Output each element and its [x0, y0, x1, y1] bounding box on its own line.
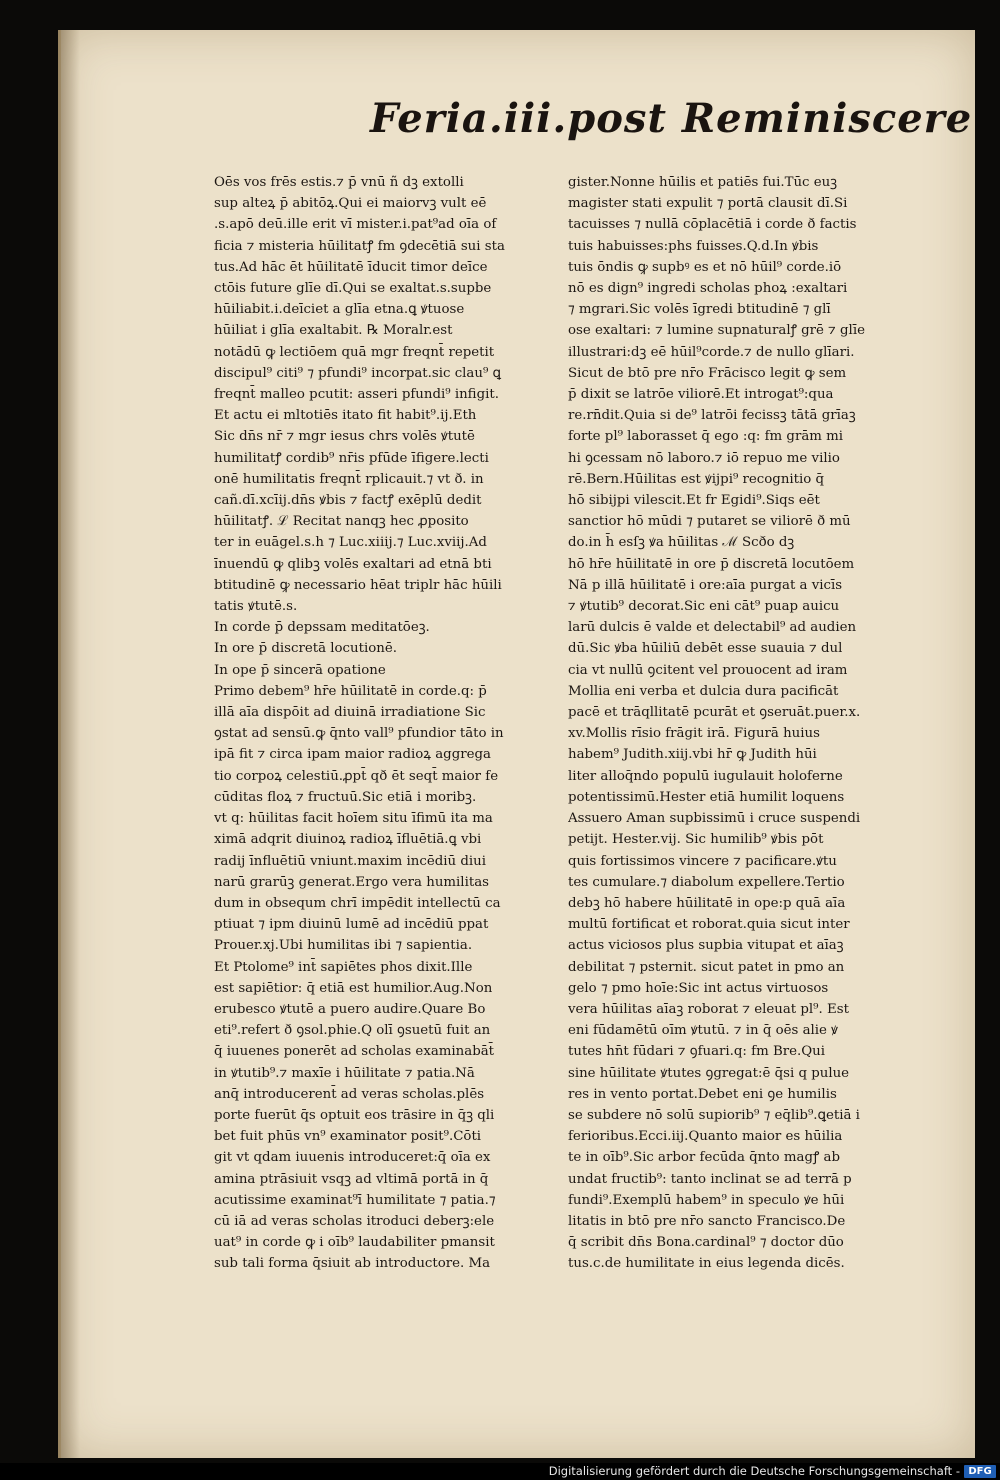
text-line: onē humilitatis freqnt̄ rplicauit.⁊ vt ð. in	[214, 471, 484, 487]
text-line: litatis in btō pre nr̄o sancto Francisco.De	[568, 1213, 846, 1229]
text-line: fundi⁹.Exemplū habem⁹ in speculo ꝟe hūi	[568, 1192, 845, 1208]
text-line: tatis ꝟtutē.s.	[214, 599, 298, 615]
text-line: magister stati expulit ⁊ portā clausit dī.Si	[568, 196, 848, 212]
text-line: Et Ptolome⁹ int̄ sapiētes phos dixit.Ille	[214, 959, 473, 975]
text-line: larū dulcis ē valde et delectabil⁹ ad audien	[568, 620, 857, 636]
text-line: p̄ dixit se latrōe viliorē.Et introgat⁹:qua	[568, 387, 834, 403]
text-line: ficia ⁊ misteria hūilitatꝭ fm ꝯdecētiā sui sta	[214, 238, 505, 254]
text-line: btitudinē ꝙ necessario hēat triplr hāc hūili	[214, 577, 502, 593]
text-line: undat fructib⁹: tanto inclinat se ad terrā p	[568, 1171, 852, 1187]
text-line: xv.Mollis rīsio frāgit irā. Figurā huius	[568, 726, 820, 742]
text-line: In ope p̄ sincerā opatione	[214, 662, 386, 678]
text-line: rē.Bern.Hūilitas est ꝟijpi⁹ recognitio q̄	[568, 471, 825, 487]
text-line: habem⁹ Judith.xiij.vbi hr̄ ꝙ Judith hūi	[568, 747, 817, 763]
text-line: humilitatꝭ cordib⁹ nr̄is pfūde īfigere.lecti	[214, 450, 489, 466]
text-line: dum in obsequm chrī impēdit intellectū ca	[214, 895, 501, 911]
text-line: vt q: hūilitas facit hoīem situ īfimū ita ma	[214, 811, 493, 827]
text-line: cia vt nullū ꝯcitent vel prouocent ad iram	[568, 662, 848, 678]
text-line: ctōis future glīe dī.Qui se exaltat.s.supbe	[214, 281, 492, 297]
text-line: vera hūilitas aīaꝫ roborat ⁊ eleuat pl⁹. Est	[568, 1001, 849, 1017]
text-line: Oēs vos frēs estis.⁊ p̄ vnū ñ dꝫ extolli	[214, 175, 464, 190]
text-line: Mollia eni verba et dulcia dura pacificāt	[568, 683, 839, 699]
text-line: ose exaltari: ⁊ lumine supnaturalꝭ grē ⁊ glīe	[568, 323, 865, 339]
text-line: sup alteꝝ p̄ abitōꝝ.Qui ei maiorvꝫ vult eē	[214, 196, 487, 212]
text-line: hūilitatꝭ. ℒ Recitat nanqꝫ hec ꝓposito	[214, 514, 469, 530]
text-line: ꝯstat ad sensū.ꝙ q̄nto vall⁹ pfundior tāto in	[214, 726, 504, 742]
text-line: bet fuit phūs vn⁹ examinator posit⁹.Cōti	[214, 1129, 482, 1145]
text-line: īnuendū ꝙ qlibꝫ volēs exaltari ad etnā bti	[214, 556, 492, 572]
text-line: porte fuerūt q̄s optuit eos trāsire in q̄ꝫ qli	[214, 1107, 495, 1123]
text-line: re.rn̄dit.Quia si de⁹ latrōi fecissꝫ tātā grīaꝫ	[568, 408, 856, 424]
text-line: radij īnfluētiū vniunt.maxim incēdiū diui	[214, 853, 486, 869]
text-line: hō sibijpi vilescit.Et fr Egidi⁹.Siqs eēt	[568, 493, 820, 509]
text-line: Prouer.xj.Ubi humilitas ibi ⁊ sapientia.	[214, 938, 473, 954]
text-line: ferioribus.Ecci.iij.Quanto maior es hūilia	[568, 1129, 843, 1145]
text-line: sine hūilitate ꝟtutes ꝯgregat:ē q̄si q pulue	[568, 1065, 850, 1081]
text-line: gister.Nonne hūilis et patiēs fui.Tūc euꝫ	[568, 175, 838, 190]
text-line: uat⁹ in corde ꝙ i oīb⁹ laudabiliter pmansit	[214, 1235, 495, 1251]
text-line: hūiliat i glīa exaltabit. ℞ Moralr.est	[214, 323, 453, 339]
text-line: nō es dign⁹ ingredi scholas phoꝝ :exaltari	[568, 281, 848, 297]
text-line: notādū ꝙ lectiōem quā mgr freqnt̄ repetit	[214, 344, 495, 360]
text-line: q̄ scribit dn̄s Bona.cardinal⁹ ⁊ doctor dūo	[568, 1235, 844, 1251]
text-line: multū fortificat et roborat.quia sicut inter	[568, 917, 850, 933]
text-line: eti⁹.refert ð ꝯsol.phie.Q olī ꝯsuetū fuit an	[214, 1023, 491, 1039]
text-line: gelo ⁊ pmo hoīe:Sic int actus virtuosos	[568, 980, 829, 996]
text-line: hi ꝯcessam nō laboro.⁊ iō repuo me vilio	[568, 450, 840, 466]
text-line: In corde p̄ depssam meditatōeꝫ.	[214, 620, 430, 636]
text-line: freqnt̄ malleo pcutit: asseri pfundi⁹ infigit.	[214, 387, 499, 403]
text-line: Sic dn̄s nr̄ ⁊ mgr iesus chrs volēs ꝟtutē	[214, 429, 475, 445]
text-line: ter in euāgel.s.h ⁊ Luc.xiiij.⁊ Luc.xviij.Ad	[214, 535, 487, 551]
text-line: in ꝟtutib⁹.⁊ maxīe i hūilitate ⁊ patia.Nā	[214, 1065, 475, 1081]
text-line: tes cumulare.⁊ diabolum expellere.Tertio	[568, 874, 845, 890]
text-line: sub tali forma q̄siuit ab introductore. Ma	[214, 1256, 491, 1272]
text-line: ptiuat ⁊ ipm diuinū lumē ad incēdiū ppat	[214, 917, 489, 933]
text-line: sanctior hō mūdi ⁊ putaret se viliorē ð mū	[568, 514, 851, 530]
text-line: Assuero Aman supbissimū i cruce suspendi	[568, 811, 861, 827]
text-line: tutes hn̄t fūdari ⁊ ꝯfuari.q: fm Bre.Qui	[568, 1044, 826, 1060]
text-line: tus.c.de humilitate in eius legenda dicēs.	[568, 1256, 845, 1272]
text-line: petijt. Hester.vij. Sic humilib⁹ ꝟbis pōt	[568, 832, 824, 848]
text-line: res in vento portat.Debet eni ꝯe humilis	[568, 1086, 837, 1102]
text-line: liter alloq̄ndo populū iugulauit holoferne	[568, 768, 843, 784]
text-line: narū grarūꝫ generat.Ergo vera humilitas	[214, 874, 489, 890]
text-line: do.in h̄ esſꝫ ꝟa hūilitas ℳ Scðo dꝫ	[568, 535, 795, 551]
text-line: tuis ōndis ꝙ supbꝰ es et nō hūil⁹ corde.iō	[568, 259, 842, 275]
text-line: cūditas floꝝ ⁊ fructuū.Sic etiā i moribꝫ.	[214, 789, 477, 805]
text-line: In ore p̄ discretā locutionē.	[214, 641, 397, 657]
right-text-column	[568, 172, 918, 1275]
text-line: te in oīb⁹.Sic arbor fecūda q̄nto magꝭ ab	[568, 1150, 841, 1166]
text-line: Nā p illā hūilitatē i ore:aīa purgat a vicīs	[568, 577, 843, 593]
text-line: illustrari:dꝫ eē hūil⁹corde.⁊ de nullo glīari.	[568, 344, 855, 360]
text-line: forte pl⁹ laborasset q̄ ego :q: fm grām mi	[568, 429, 844, 445]
page-gutter-shadow	[58, 30, 80, 1458]
text-line: ximā adqrit diuinoꝝ radioꝝ īfluētiā.ꝗ vbi	[214, 832, 482, 848]
text-line: pacē et trāqllitatē pcurāt et ꝯseruāt.puer.x.	[568, 705, 861, 721]
text-line: eni fūdamētū oīm ꝟtutū. ⁊ in q̄ oēs alie ꝟ	[568, 1023, 838, 1039]
text-line: quis fortissimos vincere ⁊ pacificare.ꝟtu	[568, 853, 837, 869]
text-line: tio corpoꝝ celestiū.ꝓpt̄ qð ēt seqt̄ maior fe	[214, 768, 499, 784]
text-line: tuis habuisses:phs fuisses.Q.d.In ꝟbis	[568, 238, 819, 254]
text-line: hūiliabit.i.deīciet a glīa etna.ꝗ ꝟtuose	[214, 302, 465, 318]
text-line: acutissime examinat⁹ī humilitate ⁊ patia.⁊	[214, 1192, 496, 1208]
text-line: tacuisses ⁊ nullā cōplacētiā i corde ð factis	[568, 217, 857, 233]
running-head: Feria.iii.post Reminiscere	[370, 95, 973, 142]
text-line: Sicut de btō pre nr̄o Frācisco legit ꝙ sem	[568, 365, 847, 381]
left-text-column	[214, 172, 564, 1275]
text-line: cū iā ad veras scholas itroduci deberꝫ:ele	[214, 1213, 495, 1229]
funding-notice: Digitalisierung gefördert durch die Deutsche Forschungsgemeinschaft -	[548, 1464, 960, 1478]
text-line: .s.apō deū.ille erit vī mister.i.pat⁹ad oīa of	[214, 217, 497, 233]
text-line: Primo debem⁹ hr̄e hūilitatē in corde.q: p̄	[214, 683, 487, 699]
text-line: debꝫ hō habere hūilitatē in ope:p quā aīa	[568, 895, 846, 911]
text-line: illā aīa dispōit ad diuinā irradiatione Sic	[214, 705, 486, 721]
text-line: amina ptrāsiuit vsqꝫ ad vltimā portā in q̄	[214, 1171, 489, 1187]
text-line: potentissimū.Hester etiā humilit loquens	[568, 789, 845, 805]
text-line: git vt qdam iuuenis introduceret:q̄ oīa ex	[214, 1150, 491, 1166]
text-line: tus.Ad hāc ēt hūilitatē īducit timor deīce	[214, 259, 488, 275]
text-line: dū.Sic ꝟba hūiliū debēt esse suauia ⁊ dul	[568, 641, 843, 657]
text-line: anq̄ introducerent̄ ad veras scholas.plēs	[214, 1086, 485, 1102]
text-line: ⁊ mgrari.Sic volēs īgredi btitudinē ⁊ glī	[568, 302, 831, 318]
text-line: cañ.dī.xcīij.dn̄s ꝟbis ⁊ factꝭ exēplū dedit	[214, 493, 482, 509]
text-line: hō hr̄e hūilitatē in ore p̄ discretā locutōem	[568, 556, 855, 572]
text-line: se subdere nō solū supiorib⁹ ⁊ eq̄lib⁹.ꝗetiā i	[568, 1107, 860, 1123]
text-line: discipul⁹ citi⁹ ⁊ pfundi⁹ incorpat.sic clau⁹ ꝗ	[214, 365, 501, 381]
dfg-logo: DFG	[964, 1465, 996, 1478]
text-line: est sapiētior: q̄ etiā est humilior.Aug.Non	[214, 980, 493, 996]
text-line: erubesco ꝟtutē a puero audire.Quare Bo	[214, 1001, 486, 1017]
digitization-footer	[0, 1463, 1000, 1480]
text-line: Et actu ei mltotiēs itato fit habit⁹.ij.Eth	[214, 408, 477, 424]
text-line: q̄ iuuenes ponerēt ad scholas examinabāt̄	[214, 1044, 495, 1060]
text-line: debilitat ⁊ psternit. sicut patet in pmo an	[568, 959, 845, 975]
text-line: actus viciosos plus supbia vitupat et aīaꝫ	[568, 938, 844, 954]
text-line: ipā fit ⁊ circa ipam maior radioꝝ aggrega	[214, 747, 491, 763]
text-line: ⁊ ꝟtutib⁹ decorat.Sic eni cāt⁹ puap auicu	[568, 599, 840, 615]
